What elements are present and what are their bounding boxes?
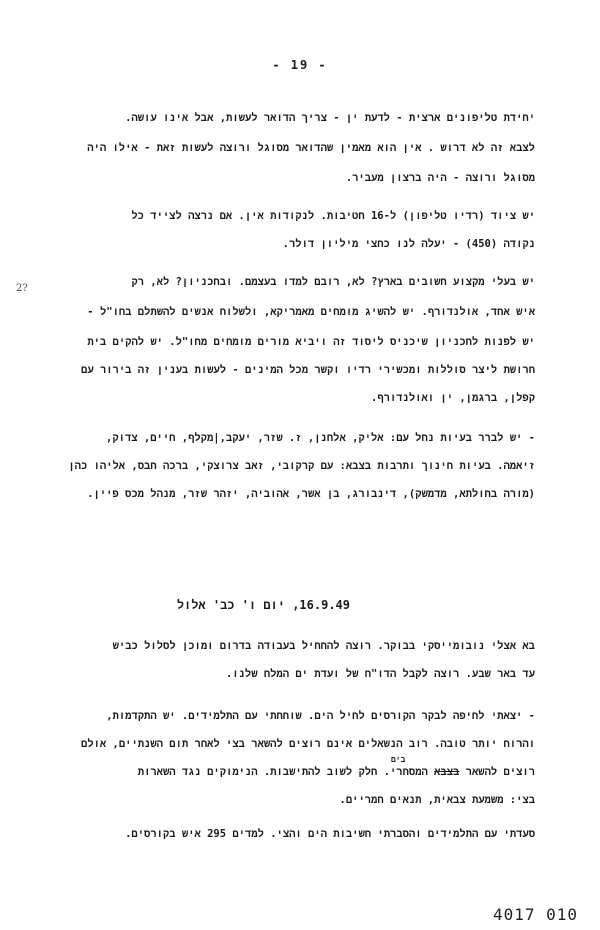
- text-line: - יש לברר בעיות נחל עם: אליק, אלחנן, ז. שזר, יעקב,|מקלף, חיים, צדוק,: [106, 432, 535, 444]
- archive-number: 4017 010: [492, 905, 578, 924]
- text-line: זיאמה. בעיות חינוך ותרבות בצבא: עם קרקובי, זאב צרוצקי, ברכה חבס, אליהו כהן: [68, 460, 535, 472]
- text-line: בצי: משמעת צבאית, תנאים חמריים.: [339, 794, 535, 806]
- date-heading: 16.9.49, יום ו' כב' אלול: [176, 598, 350, 612]
- text-line: מסוגל ורוצה - היה ברצון מעביר.: [345, 172, 535, 184]
- page-number: - 19 -: [272, 58, 328, 72]
- text-line: יש בעלי מקצוע חשובים בארץ? לא, רובם למדו בעצמם. ובחכניון? לא, רק: [131, 276, 535, 288]
- text-line: עד באר שבע. רוצה לקבל הדו"ח של ועדת ים המלח שלנו.: [225, 668, 535, 680]
- text-line: רוצים להשאר בצבא המסחרי. חלק לשוב להתישבות. הנימוקים נגד השארות: [137, 766, 535, 778]
- text-line: והרוח יותר טובה. רוב הנשאלים אינם רוצים להשאר בצי לאחר תום השנתיים, אולם: [81, 738, 535, 750]
- text-line: לצבא זה לא דרוש . אין הוא מאמין שהדואר מסוגל ורוצה לעשות זאת - אילו היה: [87, 142, 535, 154]
- text-line: - יצאתי לחיפה לבקר הקורסים לחיל הים. שוחחתי עם התלמידים. יש התקדמות,: [106, 710, 535, 722]
- text-line: יחידת טליפונים ארצית - לדעת ין - צריך הדואר לעשות, אבל אינו עושה.: [125, 112, 535, 124]
- margin-note: 2?: [16, 283, 28, 294]
- text-line: יש ציוד (רדיו טליפון) ל-16 חטיבות. לנקודות אין. אם נרצה לצייד כל: [131, 210, 535, 222]
- text-line: יש לפנות לחכניון שיכניס ליסוד זה ויביא מורים מומחים מחו"ל. יש להקים בית: [87, 336, 535, 348]
- text-line: (מורה בחולתא, מדמשק), דינבורג, בן אשר, אהוביה, יזהר שזר, מנהל מכס פיין.: [87, 488, 535, 500]
- struck-word: בצבא: [434, 766, 460, 778]
- text-line: בא אצלי נובומייסקי בבוקר. רוצה להחחיל בעבודה בדרום ומוכן לסלול כביש: [112, 640, 535, 652]
- text-line: סעדתי עם התלמידים והסברתי חשיבות הים והצי. למדים 295 איש בקורסים.: [125, 828, 535, 840]
- handwritten-insertion: בים: [391, 755, 406, 764]
- text-line: איש אחד, אולנדורף. יש להשיג מומחים מאמריקא, ולשלוח אנשים להשתלם בחו"ל -: [87, 306, 535, 318]
- text-line: קפלן, ברגמן, ין ואולנדורף.: [371, 392, 535, 404]
- text-line: חרושת ליצר סוללות ומכשירי רדיו וקשר מכל המינים - לעשות בענין זה בירור עם: [81, 364, 535, 376]
- text-line: נקודה (450) - יעלה לנו כחצי מיליון דולר.: [282, 238, 535, 250]
